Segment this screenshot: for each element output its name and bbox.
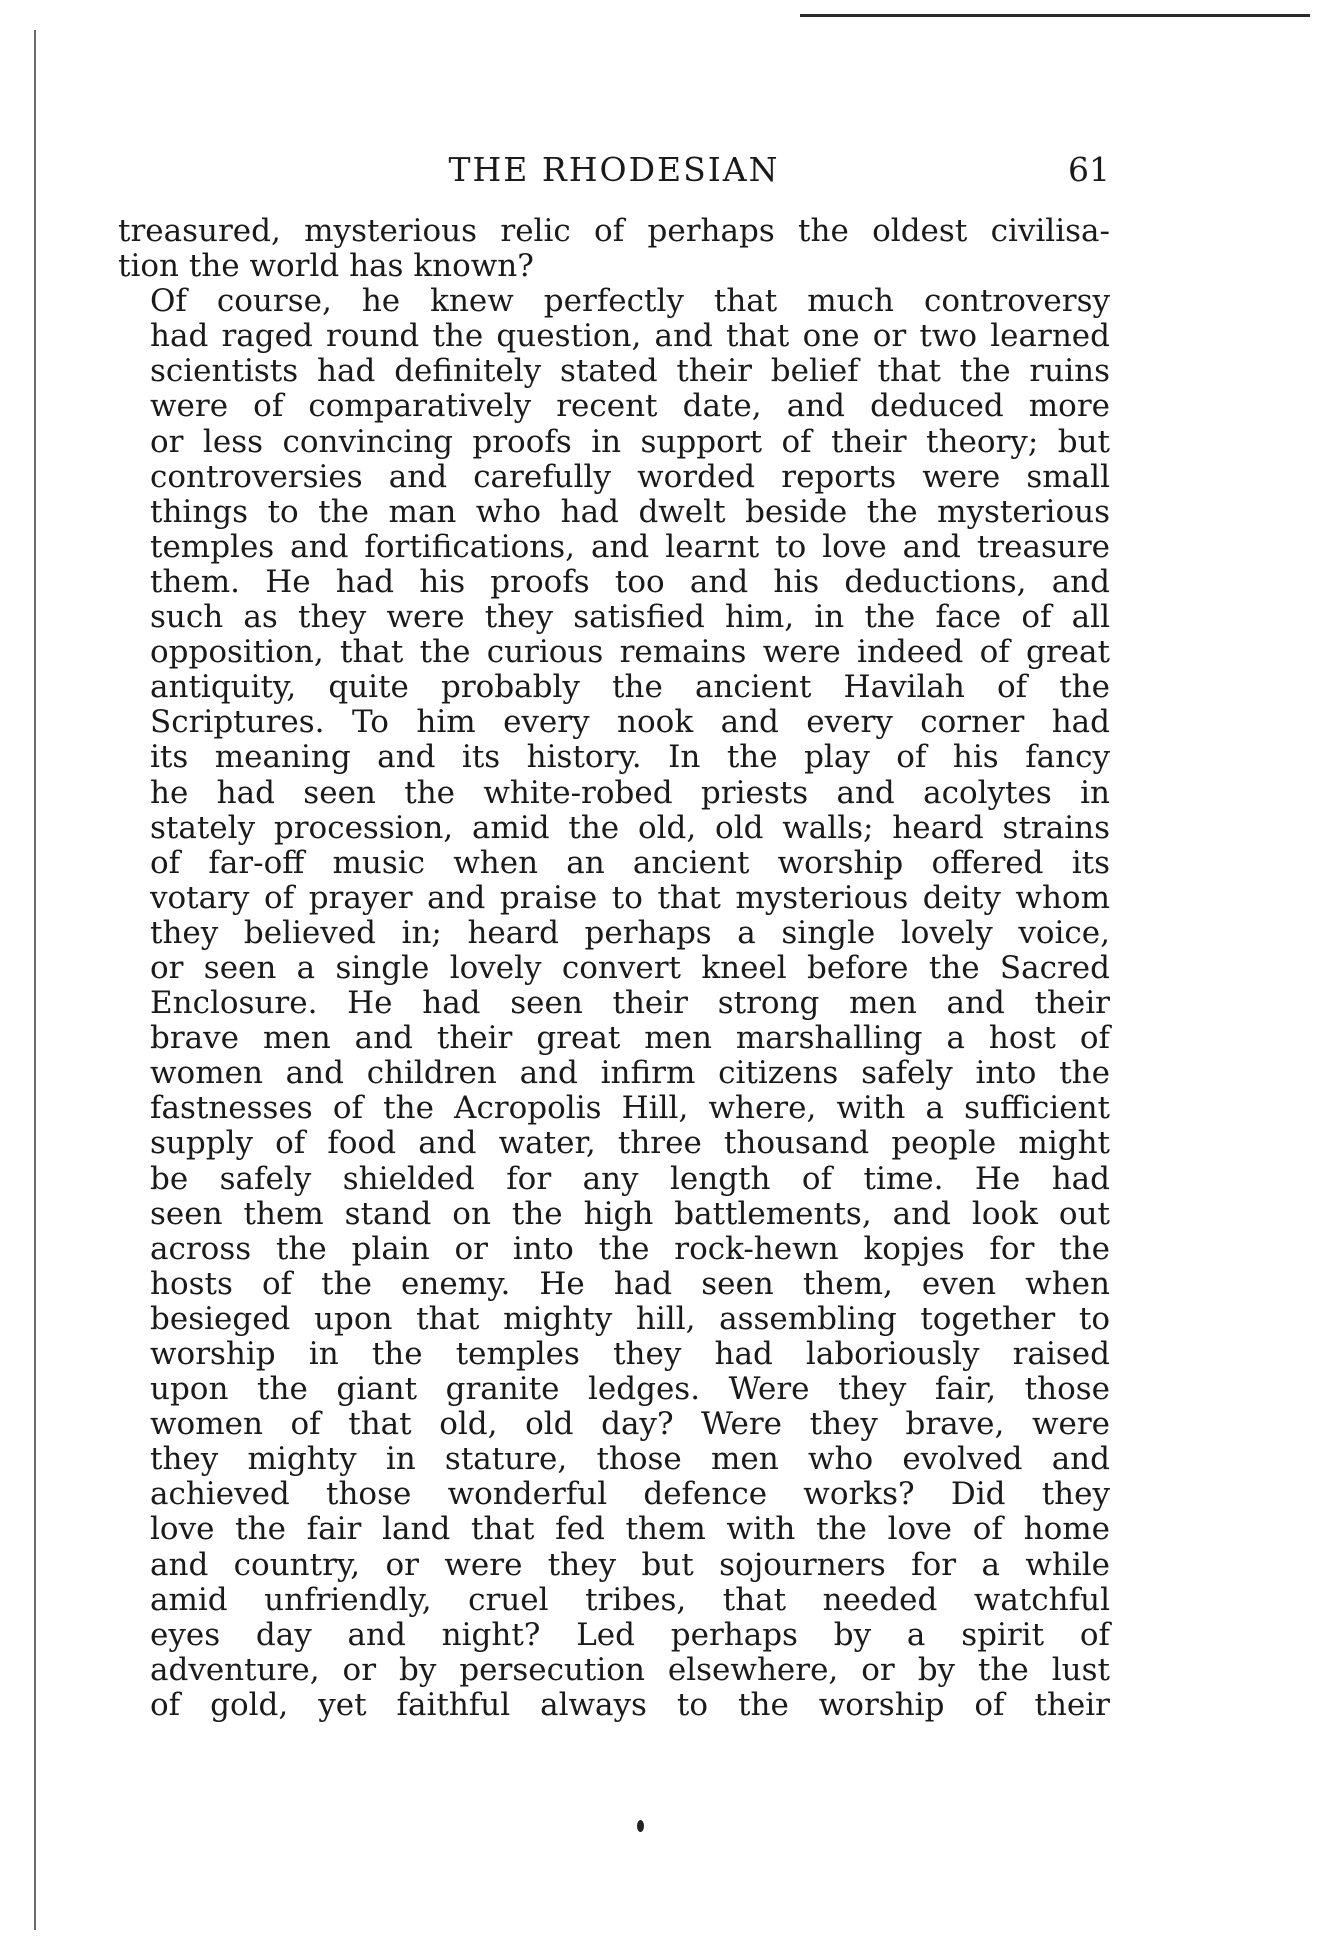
text-line: they mighty in stature, those men who evolved and (150, 1441, 1110, 1478)
text-line: Enclosure. He had seen their strong men and their (150, 985, 1110, 1022)
text-line: amid unfriendly, cruel tribes, that needed watchful (150, 1581, 1110, 1618)
text-line: antiquity, quite probably the ancient Havilah of the (150, 669, 1110, 706)
text-line: adventure, or by persecution elsewhere, or by the lust (150, 1651, 1110, 1688)
text-line: Scriptures. To him every nook and every corner had (150, 704, 1110, 741)
text-line: opposition, that the curious remains were indeed of great (150, 634, 1110, 671)
text-line: had raged round the question, and that one or two learned (150, 318, 1110, 355)
text-line: eyes day and night? Led perhaps by a spirit of (150, 1616, 1110, 1653)
text-line: them. He had his proofs too and his deductions, and (150, 563, 1110, 600)
text-line: votary of prayer and praise to that mysterious deity whom (150, 879, 1110, 916)
text-line: fastnesses of the Acropolis Hill, where, with a sufficient (150, 1090, 1110, 1127)
text-line: of gold, yet faithful always to the worship of their (150, 1686, 1110, 1723)
text-line: love the fair land that fed them with the love of home (150, 1511, 1110, 1548)
text-line: or less convincing proofs in support of their theory; but (150, 423, 1110, 460)
text-line: and country, or were they but sojourners for a while (150, 1546, 1110, 1583)
ink-mark (637, 1820, 644, 1832)
text-line: across the plain or into the rock-hewn kopjes for the (150, 1230, 1110, 1267)
text-line: Of course, he knew perfectly that much controversy (150, 283, 1110, 320)
text-line: achieved those wonderful defence works? Did they (150, 1476, 1110, 1513)
text-line: things to the man who had dwelt beside the mysterious (150, 493, 1110, 530)
top-rule (800, 14, 1310, 17)
text-line: brave men and their great men marshalling a host of (150, 1020, 1110, 1057)
text-line: women and children and infirm citizens safely into the (150, 1055, 1110, 1092)
text-line: besieged upon that mighty hill, assembling together to (150, 1300, 1110, 1337)
text-line: worship in the temples they had laboriously raised (150, 1336, 1110, 1372)
body-text (118, 214, 1110, 1723)
paragraph (118, 284, 1110, 1723)
text-line: be safely shielded for any length of time. He had (150, 1160, 1110, 1197)
text-line: its meaning and its history. In the play of his fancy (150, 739, 1110, 776)
text-line: hosts of the enemy. He had seen them, even when (150, 1265, 1110, 1302)
text-line: scientists had definitely stated their belief that the ruins (150, 353, 1110, 390)
page-number: 61 (1068, 150, 1110, 189)
text-line: such as they were they satisfied him, in the face of all (150, 599, 1110, 636)
binding-edge (34, 30, 36, 1930)
text-line: women of that old, old day? Were they brave, were (150, 1406, 1110, 1443)
text-line: seen them stand on the high battlements, and look out (150, 1195, 1110, 1232)
text-line: of far-off music when an ancient worship offered its (150, 844, 1110, 881)
text-line: he had seen the white-robed priests and acolytes in (150, 774, 1110, 811)
running-head (118, 150, 1110, 196)
running-title: THE RHODESIAN (448, 150, 780, 189)
text-line: temples and fortifications, and learnt to love and treasure (150, 528, 1110, 565)
text-line: upon the giant granite ledges. Were they fair, those (150, 1371, 1110, 1408)
text-line: were of comparatively recent date, and deduced more (150, 388, 1110, 425)
text-line: treasured, mysterious relic of perhaps the oldest civilisa- (118, 213, 1110, 249)
paragraph-continued (118, 214, 1110, 284)
text-line: tion the world has known? (118, 248, 534, 285)
text-line: they believed in; heard perhaps a single lovely voice, (150, 914, 1110, 951)
text-line: or seen a single lovely convert kneel before the Sacred (150, 949, 1110, 986)
text-line: supply of food and water, three thousand people might (150, 1125, 1110, 1162)
text-line: controversies and carefully worded reports were small (150, 458, 1110, 495)
text-line: stately procession, amid the old, old walls; heard strains (150, 809, 1110, 846)
